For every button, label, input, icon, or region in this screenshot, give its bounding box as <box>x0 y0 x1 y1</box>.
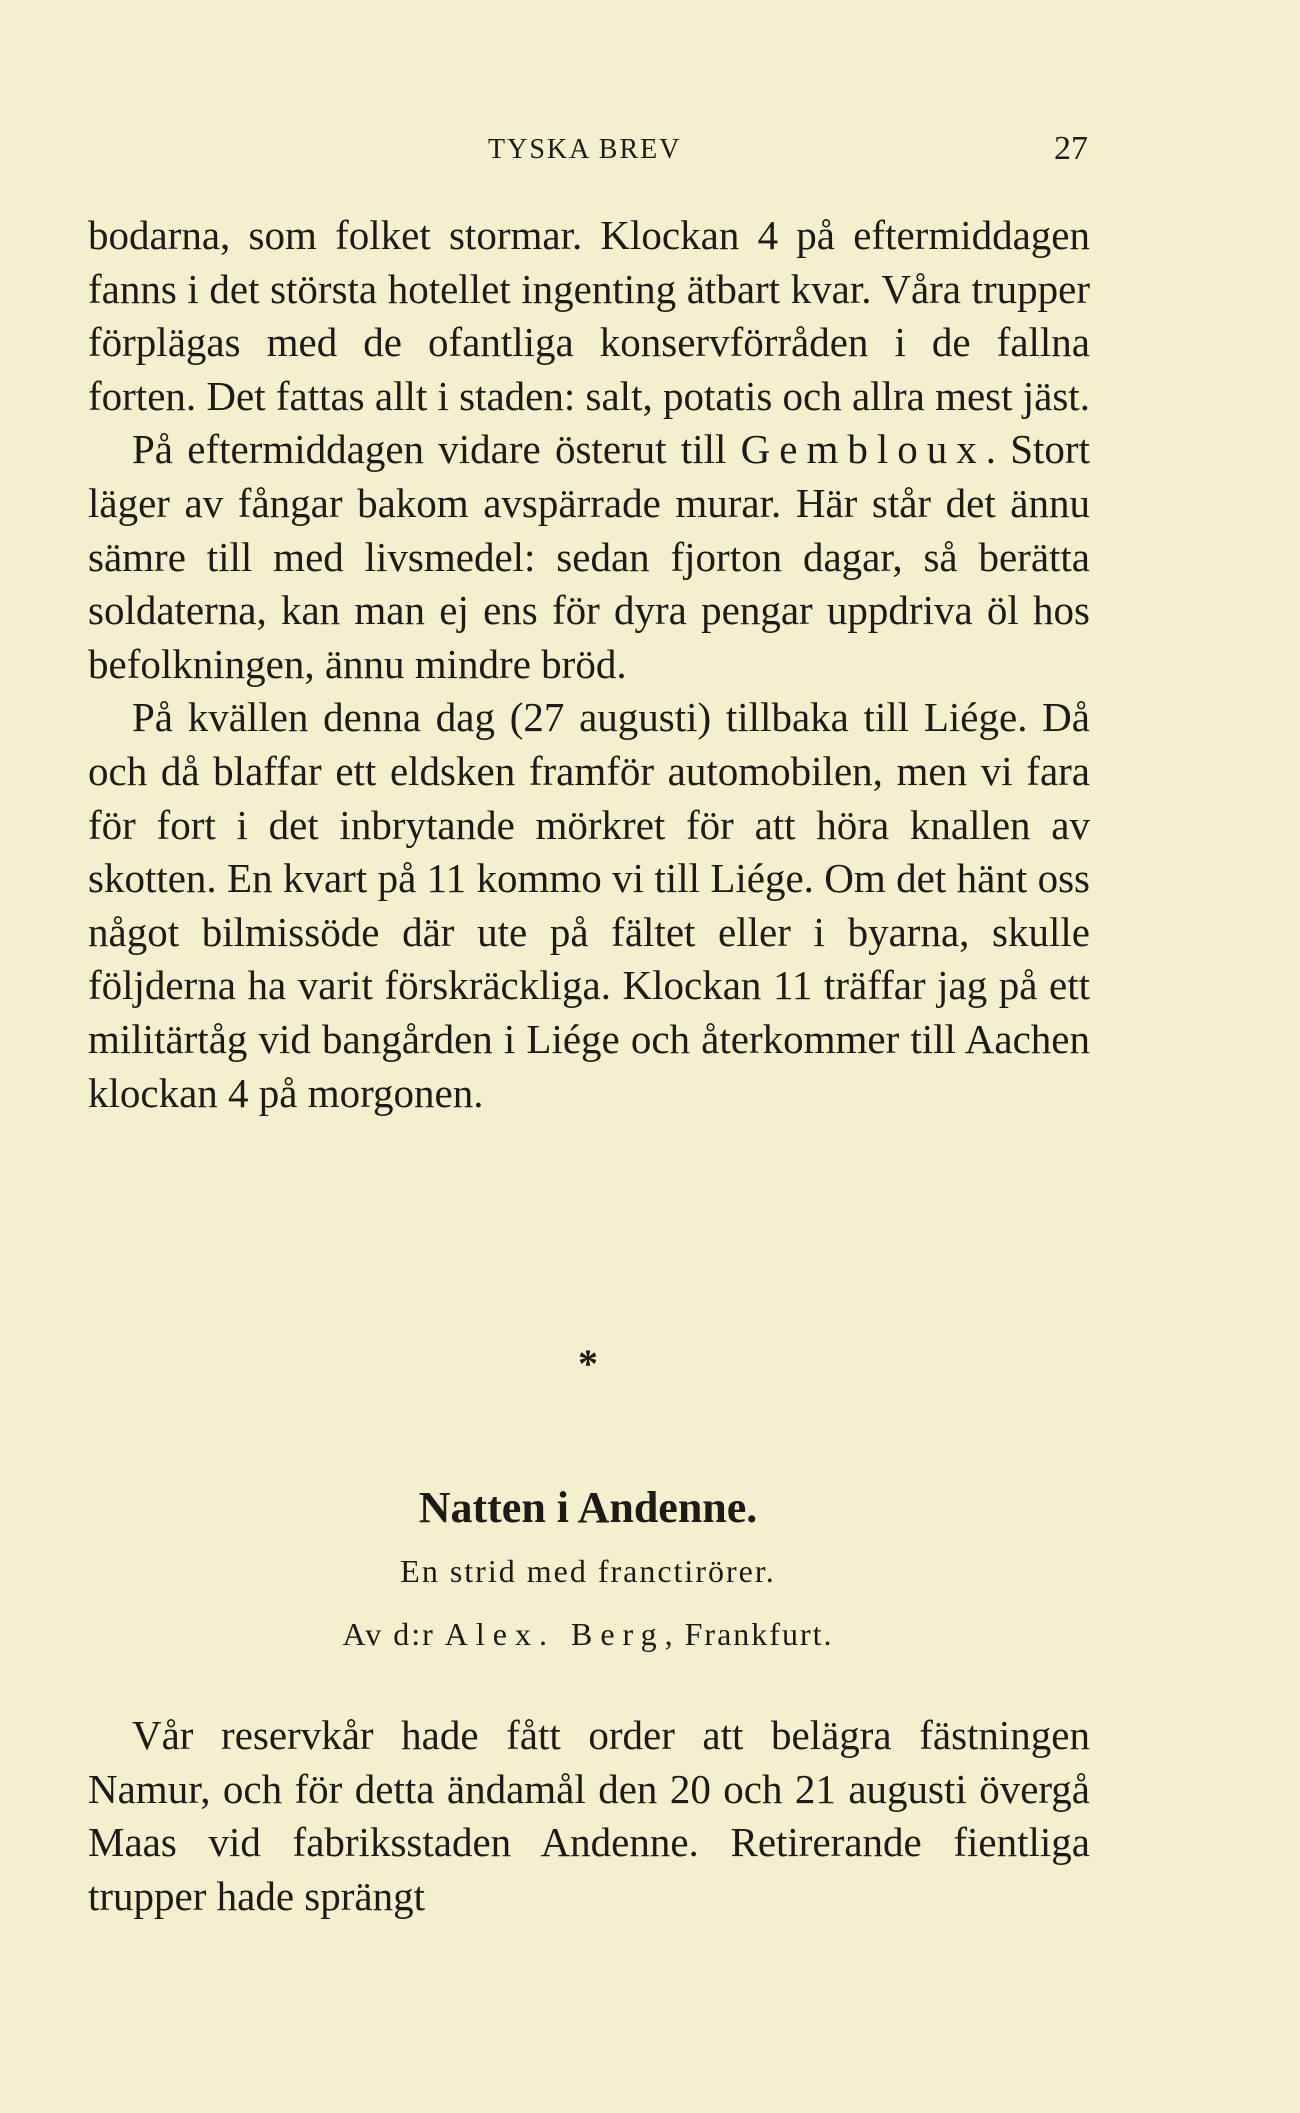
byline-prefix: Av d:r <box>342 1616 445 1652</box>
body-text-section <box>88 209 1090 1120</box>
running-title: TYSKA BREV <box>488 134 682 165</box>
article-title: Natten i Andenne. <box>418 1483 758 1532</box>
author-name: Alex. Berg <box>444 1616 665 1652</box>
body-text-section <box>88 1709 1090 1923</box>
article-subtitle: En strid med franctirörer. <box>400 1553 776 1589</box>
byline-suffix: , Frankfurt. <box>664 1616 834 1652</box>
page-number: 27 <box>1054 130 1088 167</box>
section-separator: * <box>578 1341 598 1386</box>
article-byline <box>0 1616 1176 1653</box>
paragraph-text: . Stort läger av fångar bakom avspärrade murar. Här står det ännu sämre till med livsmedel: sedan fjorton dagar, så berätta soldaterna, kan man ej ens för dyra pengar uppdriva öl hos befolkningen, ännu mindre bröd. <box>88 426 1090 687</box>
paragraph: På kvällen denna dag (27 augusti) tillbaka till Liége. Då och då blaffar ett eldsken framför automobilen, men vi fara för fort i det inbrytande mörkret för att höra knallen av skotten. En kvart på 11 kommo vi till Liége. Om det hänt oss något bilmissöde där ute på fältet eller i byarna, skulle följderna ha varit förskräckliga. Klockan 11 träffar jag på ett militärtåg vid bangården i Liége och återkommer till Aachen klockan 4 på morgonen. <box>88 694 1090 1116</box>
paragraph: bodarna, som folket stormar. Klockan 4 på eftermiddagen fanns i det största hotellet ingenting ätbart kvar. Våra trupper förplägas med de ofantliga konservförråden i de fallna forten. Det fattas allt i staden: salt, potatis och allra mest jäst. <box>88 212 1090 419</box>
paragraph: Vår reservkår hade fått order att belägra fästningen Namur, och för detta ändamål den 20 och 21 augusti övergå Maas vid fabriksstaden Andenne. Retirerande fientliga trupper hade sprängt <box>88 1712 1090 1919</box>
place-name: Gembloux <box>740 426 986 473</box>
paragraph <box>88 423 1090 691</box>
paragraph-text: På eftermiddagen vidare österut till <box>132 426 741 473</box>
running-header <box>88 130 1088 174</box>
